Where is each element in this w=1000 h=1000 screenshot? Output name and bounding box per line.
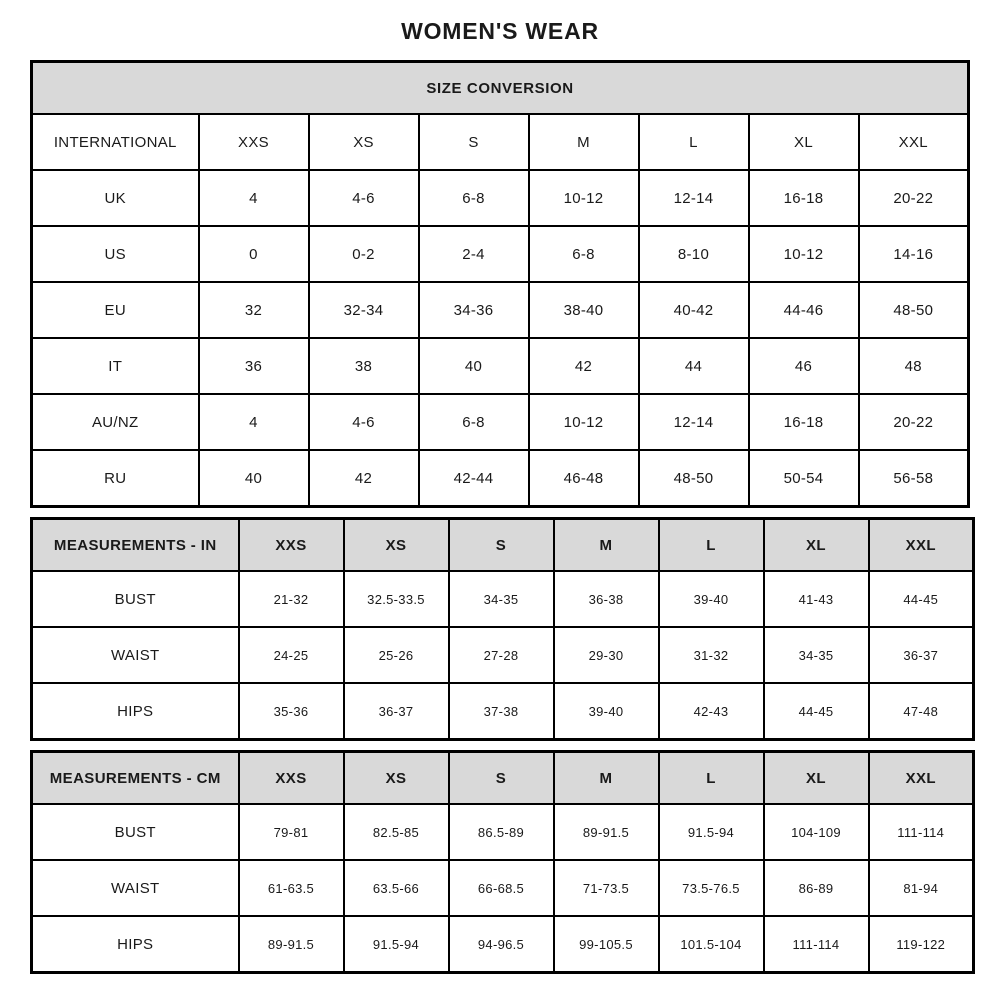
measurement-value-cell: 29-30 (554, 627, 659, 683)
size-value-cell: 6-8 (529, 226, 639, 282)
size-value-cell: 10-12 (749, 226, 859, 282)
size-value-cell: 50-54 (749, 450, 859, 507)
size-header-cell: M (554, 519, 659, 572)
size-conversion-table (30, 60, 970, 508)
size-header-cell: S (449, 752, 554, 805)
measurements-in-title: MEASUREMENTS - IN (32, 519, 239, 572)
measurement-value-cell: 27-28 (449, 627, 554, 683)
measurement-value-cell: 86.5-89 (449, 804, 554, 860)
measurement-value-cell: 39-40 (659, 571, 764, 627)
measurement-value-cell: 63.5-66 (344, 860, 449, 916)
region-label: US (32, 226, 199, 282)
size-header-cell: M (529, 114, 639, 170)
measurement-value-cell: 73.5-76.5 (659, 860, 764, 916)
size-value-cell: 40-42 (639, 282, 749, 338)
size-value-cell: 44-46 (749, 282, 859, 338)
measurements-cm-body (32, 804, 974, 973)
measurement-value-cell: 34-35 (764, 627, 869, 683)
size-header-cell: XS (309, 114, 419, 170)
size-value-cell: 42 (309, 450, 419, 507)
size-value-cell: 38-40 (529, 282, 639, 338)
size-header-cell: XXS (239, 519, 344, 572)
measurement-value-cell: 36-37 (869, 627, 974, 683)
size-value-cell: 6-8 (419, 394, 529, 450)
measurement-value-cell: 32.5-33.5 (344, 571, 449, 627)
measurement-value-cell: 25-26 (344, 627, 449, 683)
measurement-value-cell: 111-114 (764, 916, 869, 973)
measurement-value-cell: 94-96.5 (449, 916, 554, 973)
size-value-cell: 0-2 (309, 226, 419, 282)
measurement-value-cell: 111-114 (869, 804, 974, 860)
table-row (32, 571, 974, 627)
measurement-value-cell: 101.5-104 (659, 916, 764, 973)
size-value-cell: 12-14 (639, 170, 749, 226)
size-header-cell: L (659, 752, 764, 805)
size-value-cell: 14-16 (859, 226, 969, 282)
measurement-value-cell: 71-73.5 (554, 860, 659, 916)
size-value-cell: 20-22 (859, 394, 969, 450)
size-header-cell: XXS (199, 114, 309, 170)
measurement-value-cell: 91.5-94 (344, 916, 449, 973)
measurement-value-cell: 99-105.5 (554, 916, 659, 973)
table-row (32, 394, 969, 450)
measurement-label: WAIST (32, 627, 239, 683)
region-label: RU (32, 450, 199, 507)
measurements-in-table (30, 517, 975, 741)
measurement-value-cell: 24-25 (239, 627, 344, 683)
size-header-cell: XS (344, 519, 449, 572)
measurement-value-cell: 82.5-85 (344, 804, 449, 860)
measurement-value-cell: 44-45 (764, 683, 869, 740)
measurement-value-cell: 36-37 (344, 683, 449, 740)
measurement-value-cell: 104-109 (764, 804, 869, 860)
size-value-cell: 56-58 (859, 450, 969, 507)
size-header-cell: L (659, 519, 764, 572)
measurements-cm-header (32, 752, 974, 805)
size-value-cell: 32 (199, 282, 309, 338)
size-value-cell: 38 (309, 338, 419, 394)
size-value-cell: 48-50 (859, 282, 969, 338)
size-value-cell: 4 (199, 170, 309, 226)
page (30, 0, 970, 974)
table-row (32, 282, 969, 338)
measurement-value-cell: 89-91.5 (554, 804, 659, 860)
size-header-cell: XL (764, 752, 869, 805)
region-label: UK (32, 170, 199, 226)
region-label: IT (32, 338, 199, 394)
size-header-cell: XXL (859, 114, 969, 170)
measurement-label: BUST (32, 571, 239, 627)
size-header-cell: S (419, 114, 529, 170)
measurement-value-cell: 47-48 (869, 683, 974, 740)
size-conversion-title: SIZE CONVERSION (32, 62, 969, 115)
size-header-cell: L (639, 114, 749, 170)
region-label: EU (32, 282, 199, 338)
size-header-cell: XXL (869, 752, 974, 805)
size-header-cell: XL (749, 114, 859, 170)
size-value-cell: 44 (639, 338, 749, 394)
table-row (32, 683, 974, 740)
size-value-cell: 4 (199, 394, 309, 450)
size-header-cell: XL (764, 519, 869, 572)
measurement-value-cell: 37-38 (449, 683, 554, 740)
measurements-cm-title-row (32, 752, 974, 805)
measurement-value-cell: 21-32 (239, 571, 344, 627)
size-value-cell: 0 (199, 226, 309, 282)
size-value-cell: 46 (749, 338, 859, 394)
size-value-cell: 36 (199, 338, 309, 394)
region-label: AU/NZ (32, 394, 199, 450)
table-row (32, 450, 969, 507)
size-value-cell: 2-4 (419, 226, 529, 282)
measurement-label: HIPS (32, 683, 239, 740)
measurement-value-cell: 42-43 (659, 683, 764, 740)
size-value-cell: 16-18 (749, 170, 859, 226)
measurements-in-title-row (32, 519, 974, 572)
size-value-cell: 20-22 (859, 170, 969, 226)
measurement-value-cell: 31-32 (659, 627, 764, 683)
measurement-value-cell: 86-89 (764, 860, 869, 916)
measurement-value-cell: 41-43 (764, 571, 869, 627)
table-row (32, 338, 969, 394)
size-value-cell: 48 (859, 338, 969, 394)
international-label: INTERNATIONAL (32, 114, 199, 170)
size-value-cell: 32-34 (309, 282, 419, 338)
measurement-label: HIPS (32, 916, 239, 973)
size-value-cell: 10-12 (529, 394, 639, 450)
measurement-value-cell: 81-94 (869, 860, 974, 916)
table-row (32, 170, 969, 226)
size-value-cell: 4-6 (309, 170, 419, 226)
size-header-cell: M (554, 752, 659, 805)
measurement-value-cell: 35-36 (239, 683, 344, 740)
size-value-cell: 42-44 (419, 450, 529, 507)
size-conversion-body (32, 114, 969, 507)
measurement-label: BUST (32, 804, 239, 860)
size-header-cell: XS (344, 752, 449, 805)
measurement-value-cell: 66-68.5 (449, 860, 554, 916)
measurement-value-cell: 39-40 (554, 683, 659, 740)
size-value-cell: 10-12 (529, 170, 639, 226)
measurement-value-cell: 89-91.5 (239, 916, 344, 973)
measurement-value-cell: 91.5-94 (659, 804, 764, 860)
size-value-cell: 40 (419, 338, 529, 394)
size-value-cell: 8-10 (639, 226, 749, 282)
measurements-cm-table (30, 750, 975, 974)
table-row (32, 916, 974, 973)
international-row (32, 114, 969, 170)
table-row (32, 804, 974, 860)
size-header-cell: XXS (239, 752, 344, 805)
size-value-cell: 42 (529, 338, 639, 394)
measurement-label: WAIST (32, 860, 239, 916)
measurement-value-cell: 119-122 (869, 916, 974, 973)
measurement-value-cell: 61-63.5 (239, 860, 344, 916)
table-row (32, 627, 974, 683)
measurement-value-cell: 44-45 (869, 571, 974, 627)
size-value-cell: 40 (199, 450, 309, 507)
measurement-value-cell: 79-81 (239, 804, 344, 860)
size-value-cell: 46-48 (529, 450, 639, 507)
measurement-value-cell: 34-35 (449, 571, 554, 627)
size-value-cell: 12-14 (639, 394, 749, 450)
size-value-cell: 6-8 (419, 170, 529, 226)
size-conversion-title-row (32, 62, 969, 115)
size-value-cell: 48-50 (639, 450, 749, 507)
measurements-in-body (32, 571, 974, 740)
measurements-cm-title: MEASUREMENTS - CM (32, 752, 239, 805)
table-row (32, 226, 969, 282)
size-value-cell: 34-36 (419, 282, 529, 338)
size-value-cell: 4-6 (309, 394, 419, 450)
size-header-cell: S (449, 519, 554, 572)
page-title: WOMEN'S WEAR (401, 18, 599, 44)
size-value-cell: 16-18 (749, 394, 859, 450)
table-row (32, 860, 974, 916)
size-header-cell: XXL (869, 519, 974, 572)
measurements-in-header (32, 519, 974, 572)
measurement-value-cell: 36-38 (554, 571, 659, 627)
